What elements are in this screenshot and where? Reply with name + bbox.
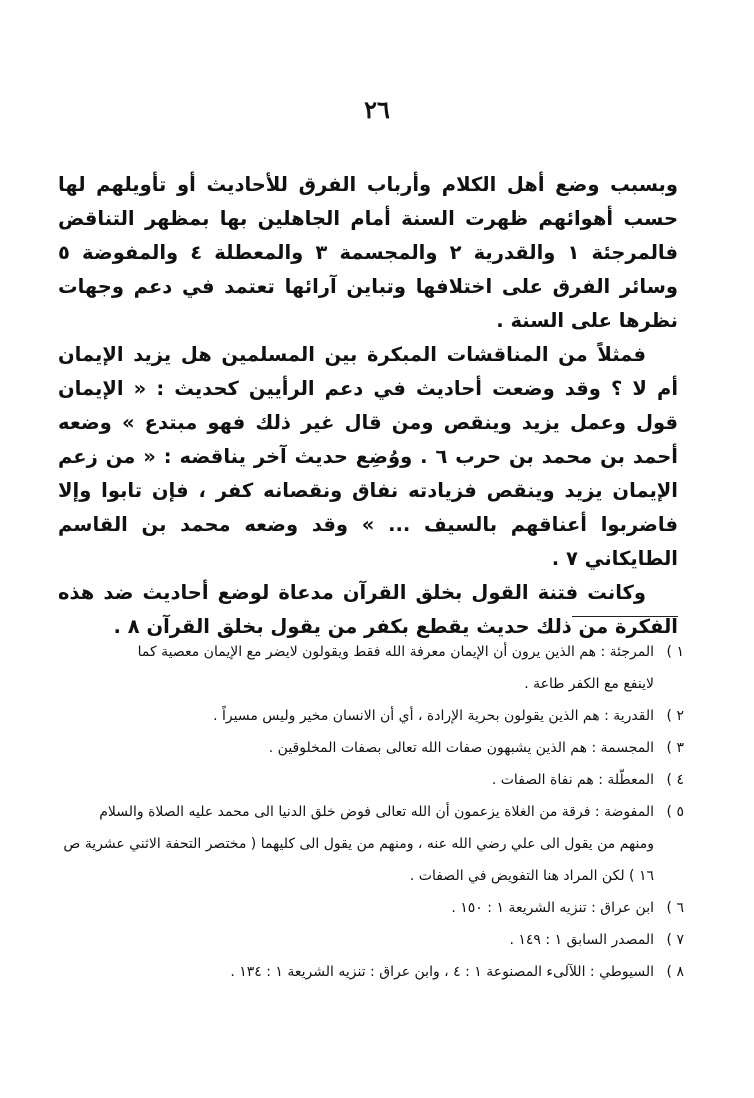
footnote-continuation: ومنهم من يقول الى علي رضي الله عنه ، ومنهم من يقول الى كليهما ( مختصر التحفة الاثني عشرية ص ١٦ ) لكن المراد هنا التفويض في الصفات .	[63, 836, 654, 884]
footnote-text: المفوضة : فرقة من الغلاة يزعمون أن الله تعالى فوض خلق الدنيا الى محمد عليه الصلاة والسلام	[99, 804, 654, 820]
footnote-number: ٧ )	[666, 932, 684, 948]
footnote-separator	[572, 616, 678, 617]
footnote	[62, 764, 684, 796]
footnote-text: السيوطي : اللآلىء المصنوعة ١ : ٤ ، وابن عراق : تنزيه الشريعة ١ : ١٣٤ .	[230, 964, 654, 980]
footnote-text: ابن عراق : تنزيه الشريعة ١ : ١٥٠ .	[451, 900, 654, 916]
footnote-continuation: لاينفع مع الكفر طاعة .	[524, 676, 654, 692]
paragraph: وبسبب وضع أهل الكلام وأرباب الفرق للأحاديث أو تأويلهم لها حسب أهوائهم ظهرت السنة أمام الجاهلين بها بمظهر التناقض فالمرجئة ١ والقدرية ٢ والمجسمة ٣ والمعطلة ٤ والمفوضة ٥ وسائر الفرق على اختلافها وتباين آرائها تعتمد في دعم وجهات نظرها على السنة .	[58, 173, 678, 332]
footnote-number: ١ )	[666, 644, 684, 660]
footnote-number: ٨ )	[666, 964, 684, 980]
footnote-text: المرجئة : هم الذين يرون أن الإيمان معرفة الله فقط ويقولون لايضر مع الإيمان معصية كما	[137, 644, 654, 660]
footnote	[62, 636, 684, 700]
footnote-number: ٤ )	[666, 772, 684, 788]
main-text	[58, 168, 678, 644]
footnotes	[62, 636, 684, 988]
footnote-number: ٦ )	[666, 900, 684, 916]
page-number: ٢٦	[364, 95, 390, 124]
footnote-text: المجسمة : هم الذين يشبهون صفات الله تعالى بصفات المخلوقين .	[268, 740, 654, 756]
footnote-number: ٣ )	[666, 740, 684, 756]
footnote	[62, 956, 684, 988]
footnote-text: المصدر السابق ١ : ١٤٩ .	[509, 932, 654, 948]
footnote-number: ٢ )	[666, 708, 684, 724]
footnote-number: ٥ )	[666, 804, 684, 820]
footnote-text: المعطّلة : هم نفاة الصفات .	[491, 772, 654, 788]
footnote-text: القدرية : هم الذين يقولون بحرية الإرادة ، أي أن الانسان مخير وليس مسيراً .	[213, 708, 654, 724]
footnote	[62, 796, 684, 892]
footnote	[62, 892, 684, 924]
footnote	[62, 700, 684, 732]
paragraph: فمثلاً من المناقشات المبكرة بين المسلمين هل يزيد الإيمان أم لا ؟ وقد وضعت أحاديث في دعم الرأيين كحديث : « الإيمان قول وعمل يزيد وينقص ومن قال غير ذلك فهو مبتدع » وضعه أحمد بن محمد بن حرب ٦ . ووُضِع حديث آخر يناقضه : « من زعم الإيمان يزيد وينقص فزيادته نفاق ونقصانه كفر ، فإن تابوا وإلا فاضربوا أعناقهم بالسيف ... » وقد وضعه محمد بن القاسم الطايكاني ٧ .	[58, 343, 678, 570]
footnote	[62, 924, 684, 956]
footnote	[62, 732, 684, 764]
paragraph: وكانت فتنة القول بخلق القرآن مدعاة لوضع أحاديث ضد هذه الفكرة من ذلك حديث يقطع بكفر من يقول بخلق القرآن ٨ .	[58, 581, 678, 638]
